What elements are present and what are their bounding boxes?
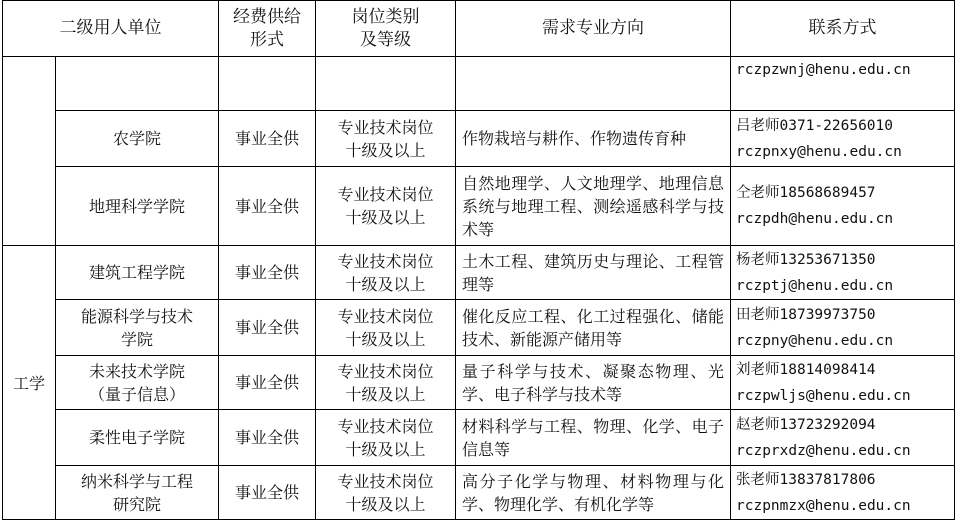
contact-email: rczpnxy@henu.edu.cn (736, 143, 902, 160)
category-cell-blank (3, 57, 56, 246)
unit-line2: 学院 (120, 329, 153, 349)
header-funding-line2: 形式 (250, 29, 284, 50)
contact-email: rczpny@henu.edu.cn (736, 332, 894, 349)
contact-cell (731, 111, 955, 167)
contact-phone: 张老师13837817806 (736, 471, 876, 488)
position-cell (316, 410, 456, 466)
contact-cell (731, 410, 955, 466)
unit-cell (56, 356, 219, 410)
unit-line1: 未来技术学院 (88, 361, 185, 381)
major-cell: 土木工程、建筑历史与理论、工程管理等 (456, 246, 731, 300)
position-line2: 十级及以上 (345, 439, 426, 459)
contact-email: rczprxdz@henu.edu.cn (736, 442, 911, 459)
contact-cell (731, 466, 955, 520)
unit-line2: （量子信息） (88, 384, 185, 404)
funding-cell: 事业全供 (219, 410, 316, 466)
header-position-line2: 及等级 (360, 29, 411, 50)
header-funding (219, 1, 316, 57)
position-line1: 专业技术岗位 (337, 185, 434, 204)
contact-phone: 吕老师0371-22656010 (736, 117, 893, 134)
position-line2: 十级及以上 (345, 384, 426, 404)
contact-email: rczptj@henu.edu.cn (736, 277, 894, 294)
contact-cell (731, 356, 955, 410)
contact-cell (731, 300, 955, 356)
contact-cell (731, 167, 955, 246)
unit-cell (56, 300, 219, 356)
header-funding-line1: 经费供给 (233, 6, 301, 27)
contact-phone: 田老师18739973750 (736, 306, 876, 323)
header-contact: 联系方式 (731, 1, 955, 57)
unit-cell: 柔性电子学院 (56, 410, 219, 466)
funding-cell: 事业全供 (219, 300, 316, 356)
header-row (3, 1, 955, 57)
unit-line2: 研究院 (112, 494, 161, 514)
table-row (3, 356, 955, 410)
position-line2: 十级及以上 (345, 494, 426, 514)
unit-cell: 建筑工程学院 (56, 246, 219, 300)
funding-cell: 事业全供 (219, 167, 316, 246)
contact-email: rczpnmzx@henu.edu.cn (736, 497, 911, 514)
header-position (316, 1, 456, 57)
contact-phone: 仝老师18568689457 (736, 185, 876, 201)
unit-cell: 地理科学学院 (56, 167, 219, 246)
unit-cell: 农学院 (56, 111, 219, 167)
table-row (3, 300, 955, 356)
unit-line1: 纳米科学与工程 (80, 471, 193, 491)
category-cell: 工学 (3, 246, 56, 520)
table-row (3, 410, 955, 466)
position-line2: 十级及以上 (345, 208, 426, 227)
contact-phone: 刘老师18814098414 (736, 361, 876, 378)
unit-cell (56, 57, 219, 111)
table-row (3, 167, 955, 246)
contact-phone: 杨老师13253671350 (736, 251, 876, 268)
header-position-line1: 岗位类别 (351, 6, 420, 27)
funding-cell: 事业全供 (219, 356, 316, 410)
position-cell (316, 356, 456, 410)
position-cell (316, 111, 456, 167)
major-cell: 材料科学与工程、物理、化学、电子信息等 (456, 410, 731, 466)
major-cell (456, 57, 731, 111)
table-row (3, 111, 955, 167)
contact-cell (731, 57, 955, 111)
contact-phone: 赵老师13723292094 (736, 416, 876, 433)
contact-email: rczpdh@henu.edu.cn (736, 211, 894, 227)
funding-cell: 事业全供 (219, 111, 316, 167)
funding-cell: 事业全供 (219, 246, 316, 300)
header-major: 需求专业方向 (456, 1, 731, 57)
position-line1: 专业技术岗位 (337, 471, 434, 491)
contact-email: rczpwljs@henu.edu.cn (736, 387, 911, 404)
table-row (3, 57, 955, 111)
contact-cell (731, 246, 955, 300)
table-row (3, 246, 955, 300)
funding-cell: 事业全供 (219, 466, 316, 520)
table-row (3, 466, 955, 520)
major-cell: 催化反应工程、化工过程强化、储能技术、新能源产储用等 (456, 300, 731, 356)
position-cell (316, 466, 456, 520)
unit-line1: 能源科学与技术 (80, 306, 193, 326)
major-cell: 作物栽培与耕作、作物遗传育种 (456, 111, 731, 167)
position-line2: 十级及以上 (345, 140, 426, 160)
contact-email: rczpzwnj@henu.edu.cn (736, 62, 911, 78)
funding-cell (219, 57, 316, 111)
recruitment-table (2, 0, 955, 520)
position-line1: 专业技术岗位 (337, 251, 434, 271)
position-line1: 专业技术岗位 (337, 306, 434, 326)
major-cell: 高分子化学与物理、材料物理与化学、物理化学、有机化学等 (456, 466, 731, 520)
position-line1: 专业技术岗位 (337, 361, 434, 381)
position-line1: 专业技术岗位 (337, 416, 434, 436)
major-cell: 自然地理学、人文地理学、地理信息系统与地理工程、测绘遥感科学与技术等 (456, 167, 731, 246)
position-line2: 十级及以上 (345, 274, 426, 294)
position-cell (316, 300, 456, 356)
unit-cell (56, 466, 219, 520)
position-line1: 专业技术岗位 (337, 117, 434, 137)
position-cell (316, 167, 456, 246)
position-cell (316, 246, 456, 300)
position-cell (316, 57, 456, 111)
header-unit: 二级用人单位 (3, 1, 219, 57)
position-line2: 十级及以上 (345, 329, 426, 349)
major-cell: 量子科学与技术、凝聚态物理、光学、电子科学与技术等 (456, 356, 731, 410)
